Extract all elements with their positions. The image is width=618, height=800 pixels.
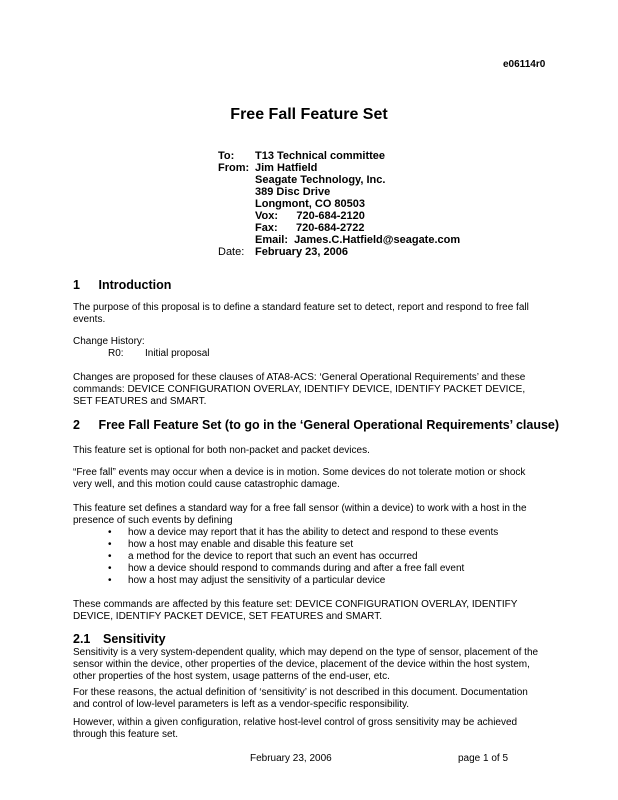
bullet-icon: •	[108, 539, 112, 550]
bullet-text: how a device may report that it has the ability to detect and respond to these events	[128, 527, 499, 538]
footer-date: February 23, 2006	[250, 753, 332, 764]
sensitivity-paragraph	[73, 647, 553, 683]
bullet-icon: •	[108, 563, 112, 574]
text-line: Changes are proposed for these clauses of ATA8-ACS: ‘General Operational Requirements’ and these	[73, 372, 526, 383]
to-label: To:	[218, 150, 235, 162]
text-line: sensor within the device, other properties of the device, placement of the device within the host system,	[73, 659, 530, 670]
change-description: Initial proposal	[145, 348, 210, 359]
however-paragraph	[73, 717, 553, 741]
section-number: 1	[73, 278, 80, 292]
from-name: Jim Hatfield	[255, 162, 318, 174]
section-2-1-heading	[73, 632, 166, 646]
bullet-icon: •	[108, 575, 112, 586]
text-line: presence of such events by defining	[73, 515, 233, 526]
bullet-text: a method for the device to report that such an event has occurred	[128, 551, 418, 562]
section-1-heading	[73, 278, 171, 292]
address-line-2: Longmont, CO 80503	[255, 198, 366, 210]
bullet-text: how a device should respond to commands during and after a free fall event	[128, 563, 465, 574]
text-line: and control of low-level parameters is left as a vendor-specific responsibility.	[73, 699, 410, 710]
section-number: 2	[73, 418, 80, 432]
to-value: T13 Technical committee	[255, 150, 386, 162]
memo-header	[0, 150, 618, 260]
bullet-text: how a host may enable and disable this feature set	[128, 539, 354, 550]
change-history	[73, 336, 553, 360]
text-line: SET FEATURES and SMART.	[73, 396, 207, 407]
text-line: events.	[73, 314, 106, 325]
date-value: February 23, 2006	[255, 246, 348, 258]
changes-paragraph	[73, 372, 553, 408]
text-line: These commands are affected by this feature set: DEVICE CONFIGURATION OVERLAY, IDENTIFY	[73, 599, 518, 610]
vox-number: Vox: 720-684-2120	[255, 210, 365, 222]
change-entry	[73, 348, 553, 360]
company: Seagate Technology, Inc.	[255, 174, 386, 186]
email-address: Email: James.C.Hatfield@seagate.com	[255, 234, 461, 246]
section-2-heading	[73, 418, 559, 432]
text-line: This feature set is optional for both non-packet and packet devices.	[73, 445, 370, 456]
text-line: Sensitivity is a very system-dependent quality, which may depend on the type of sensor, placement of the	[73, 647, 539, 658]
bullet-icon: •	[108, 551, 112, 562]
motion-paragraph	[73, 467, 553, 491]
footer-page-number: page 1 of 5	[458, 753, 509, 764]
bullet-icon: •	[108, 527, 112, 538]
optional-paragraph	[73, 445, 553, 457]
text-line: For these reasons, the actual definition of ‘sensitivity’ is not described in this document. Documentation	[73, 687, 528, 698]
date-label: Date:	[218, 246, 245, 258]
bullet-text: how a host may adjust the sensitivity of a particular device	[128, 575, 386, 586]
fax-number: Fax: 720-684-2722	[255, 222, 365, 234]
from-label: From:	[218, 162, 250, 174]
document-id: e06114r0	[503, 59, 546, 70]
affected-paragraph	[73, 599, 553, 623]
page-title: Free Fall Feature Set	[230, 106, 388, 123]
text-line: DEVICE, IDENTIFY PACKET DEVICE, SET FEATURES and SMART.	[73, 611, 382, 622]
text-line: very well, and this motion could cause catastrophic damage.	[73, 479, 340, 490]
text-line: through this feature set.	[73, 729, 179, 740]
reasons-paragraph	[73, 687, 553, 711]
section-number: 2.1	[73, 632, 91, 646]
defines-paragraph	[73, 503, 553, 527]
text-line: The purpose of this proposal is to define a standard feature set to detect, report and respond to free fall	[73, 302, 529, 313]
section-title: Introduction	[98, 278, 172, 292]
text-line: However, within a given configuration, relative host-level control of gross sensitivity may be achieved	[73, 717, 518, 728]
change-history-label: Change History:	[73, 336, 145, 347]
text-line: other properties of the host system, usage patterns of the end-user, etc.	[73, 671, 390, 682]
text-line: “Free fall” events may occur when a device is in motion. Some devices do not tolerate motion or shock	[73, 467, 526, 478]
change-revision: R0:	[108, 348, 124, 359]
text-line: commands: DEVICE CONFIGURATION OVERLAY, IDENTIFY DEVICE, IDENTIFY PACKET DEVICE,	[73, 384, 526, 395]
address-line-1: 389 Disc Drive	[255, 186, 331, 198]
section-title: Free Fall Feature Set (to go in the ‘General Operational Requirements’ clause)	[98, 418, 560, 432]
section-title: Sensitivity	[103, 632, 166, 646]
purpose-paragraph	[73, 302, 553, 326]
text-line: This feature set defines a standard way for a free fall sensor (within a device) to work with a host in the	[73, 503, 527, 514]
